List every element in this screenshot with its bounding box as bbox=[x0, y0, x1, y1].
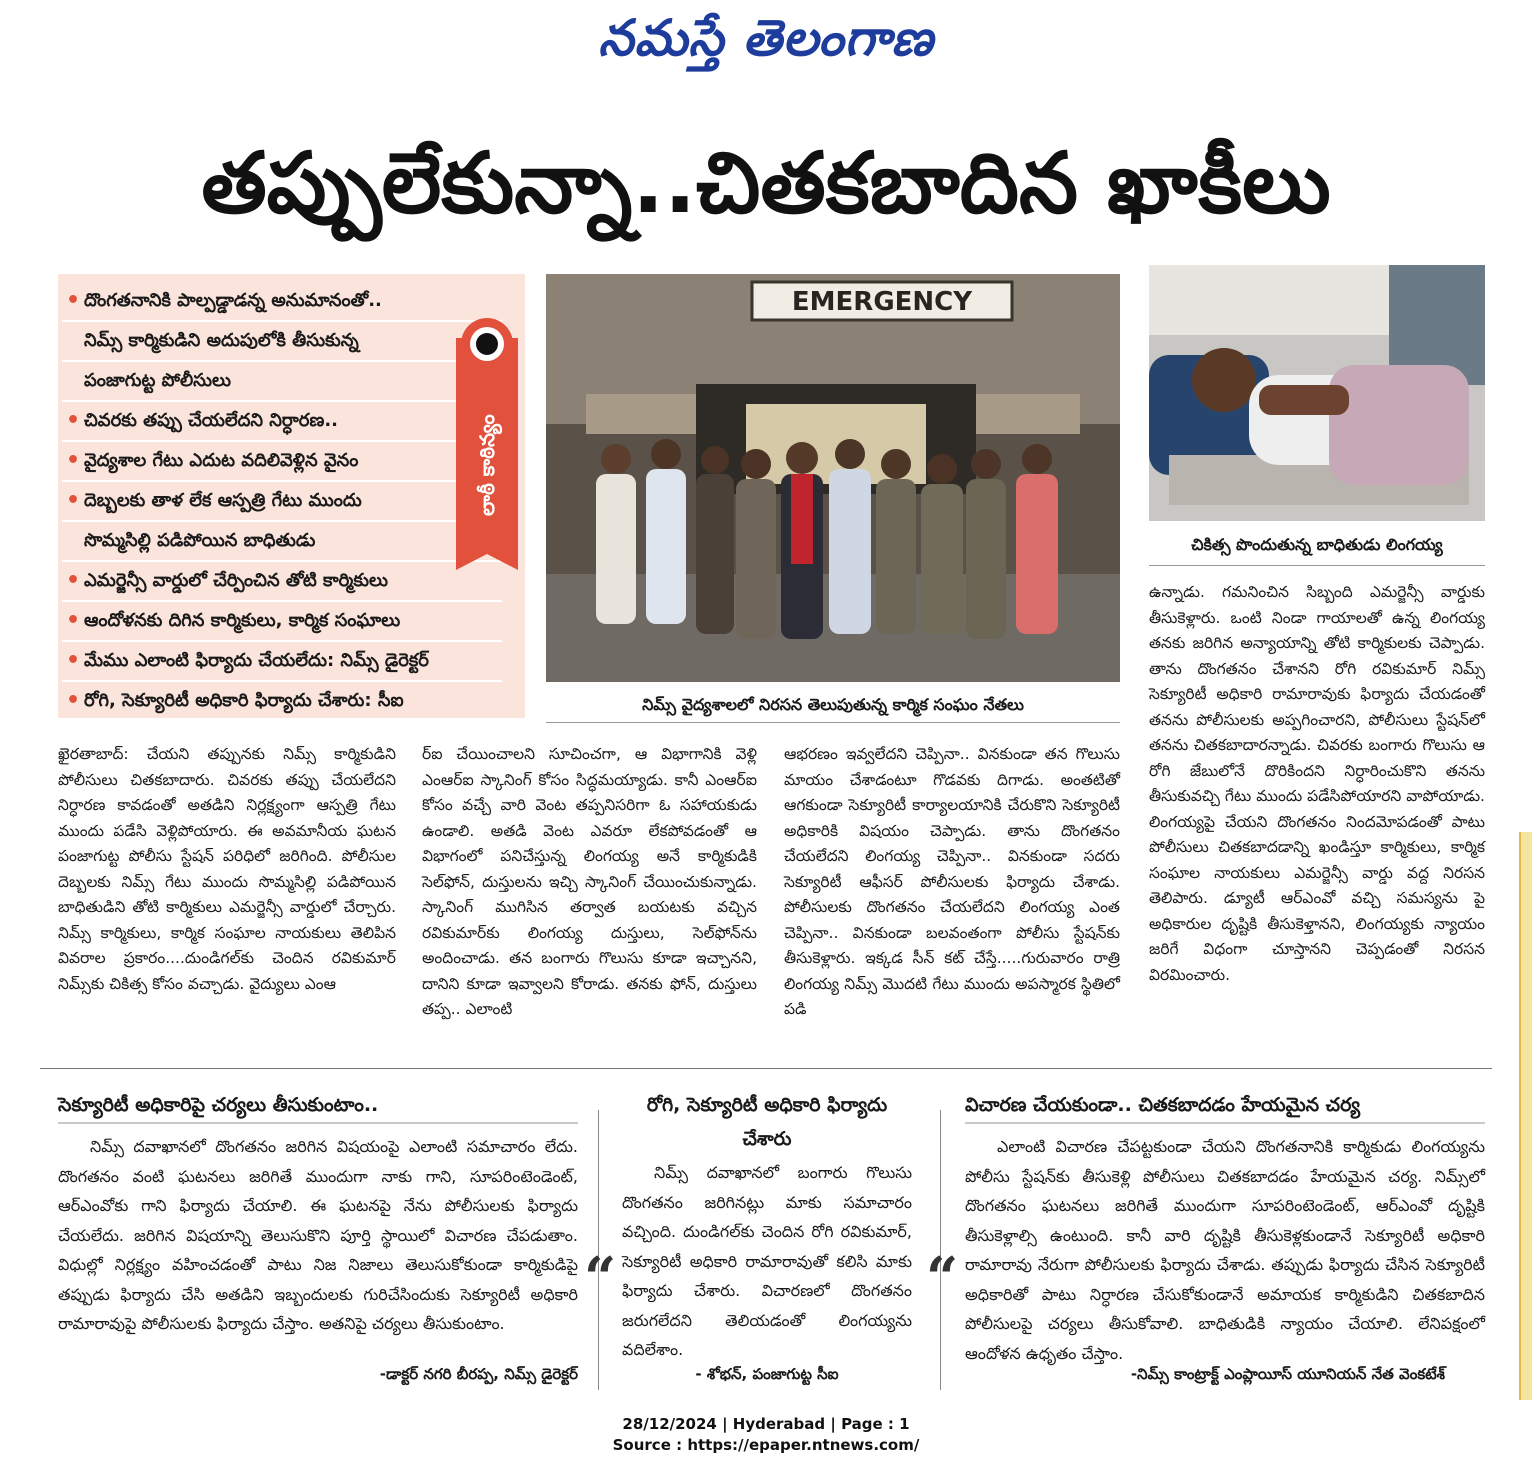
highlight-item: • మేము ఎలాంటి ఫిర్యాదు చేయలేదు: నిమ్స్ డైరెక్టర్ bbox=[62, 642, 502, 682]
highlights-list bbox=[62, 282, 502, 722]
caption-divider bbox=[546, 722, 1120, 723]
quote-signature-ci: - శోభన్, పంజాగుట్ట సీఐ bbox=[695, 1365, 839, 1383]
footer-source-link[interactable]: Source : https://epaper.ntnews.com/ bbox=[612, 1436, 920, 1454]
quote-signature-director: -డాక్టర్ నగరి బీరప్ప, నిమ్స్ డైరెక్టర్ bbox=[379, 1365, 578, 1383]
highlight-item: • ఆందోళనకు దిగిన కార్మికులు, కార్మిక సంఘాలు bbox=[62, 602, 502, 642]
masthead-logo: నమస్తే తెలంగాణ bbox=[598, 8, 934, 67]
patient-photo-caption: చికిత్స పొందుతున్న బాధితుడు లింగయ్య bbox=[1191, 535, 1443, 554]
highlight-item: నిమ్స్ కార్మికుడిని అదుపులోకి తీసుకున్న bbox=[62, 322, 502, 362]
article-column-2: ర్‌ఐ చేయించాలని సూచించగా, ఆ విభాగానికి వెళ్లి ఎంఆర్‌ఐ స్కానింగ్ కోసం సిద్ధమయ్యాడు. కానీ ఎంఆర్‌ఐ కోసం వచ్చే వారి వెంట తప్పనిసరిగా ఓ సహాయకుడు ఉండాలి. అతడి వెంట ఎవరూ లేకపోవడంతో ఆ విభాగంలో పనిచేస్తున్న లింగయ్య అనే కార్మికుడికి సెల్‌ఫోన్, దుస్తులను ఇచ్చి స్కానింగ్ చేయించుకున్నాడు. స్కానింగ్ ముగిసిన తర్వాత బయటకు వచ్చిన రవికుమార్‌కు లింగయ్య దుస్తులు, సెల్‌ఫోన్‌ను అందించాడు. తన బంగారు గొలుసు కూడా ఇచ్చానని, దానిని కూడా ఇవ్వాలని కోరాడు. తనకు ఫోన్, దుస్తులు తప్ప.. ఎలాంటి bbox=[422, 745, 757, 1018]
protest-photo bbox=[546, 274, 1120, 682]
section-divider bbox=[40, 1068, 1492, 1069]
patient-photo bbox=[1149, 265, 1485, 521]
quote-text-director: నిమ్స్ దవాఖానలో దొంగతనం జరిగిన విషయంపై ఎలాంటి సమాచారం లేదు. దొంగతనం వంటి ఘటనలు జరిగితే ముందుగా నాకు గాని, సూపరింటెండెంట్, ఆర్‌ఎంవోకు గాని ఫిర్యాదు చేయాలి. ఈ ఘటనపై నేను పోలీసులకు ఫిర్యాదు చేయలేదు. జరిగిన విషయాన్ని తెలుసుకొని పూర్తి స్థాయిలో విచారణ చేపడుతాం. విధుల్లో నిర్లక్ష్యం వహించడంతో పాటు నిజ నిజాలు తెలుసుకోకుండా కార్మికుడిపై తప్పుడు ఫిర్యాదు చేసి అతడిని ఇబ్బందులకు గురిచేసిందుకు సెక్యూరిటీ అధికారి రామారావుపై పోలీసులకు ఫిర్యాదు చేస్తాం. అతనిపై చర్యలు తీసుకుంటాం. bbox=[58, 1137, 578, 1333]
highlight-item: • ఎమర్జెన్సీ వార్డులో చేర్పించిన తోటి కార్మికులు bbox=[62, 562, 502, 602]
article-column-4: ఉన్నాడు. గమనించిన సిబ్బంది ఎమర్జెన్సీ వార్డుకు తీసుకెళ్లారు. ఒంటి నిండా గాయాలతో ఉన్న లింగయ్య తనకు జరిగిన అన్యాయాన్ని తోటి కార్మికులకు చెప్పాడు. తాను దొంగతనం చేశానని రోగి రవికుమార్ నిమ్స్ సెక్యూరిటీ అధికారి రామారావుకు ఫిర్యాదు చేయడంతో తనను పోలీసులకు అప్పగించారని, పోలీసులు స్టేషన్‌లో తనను చితకబాదారన్నాడు. చివరకు బంగారు గొలుసు ఆ రోగి జేబులోనే దొరికిందని నిర్ధారించుకొని తనను తీసుకువచ్చి గేటు ముందు పడేసిపోయారని వాపోయాడు. లింగయ్యపై చేయని దొంగతనం నిందమోపడంతో పాటు పోలీసులు చితకబాదడాన్ని ఖండిస్తూ కార్మికులు, కార్మిక సంఘాల నాయకులు ఎమర్జెన్సీ వార్డు వద్ద నిరసన తెలిపారు. డ్యూటీ ఆర్‌ఎంవో వచ్చి సమస్యను పై అధికారుల దృష్టికి తీసుకెళ్తానని, లింగయ్యకు న్యాయం జరిగే విధంగా చూస్తానని చెప్పడంతో నిరసన విరమించారు. bbox=[1149, 583, 1485, 984]
highlight-item: పంజాగుట్ట పోలీసులు bbox=[62, 362, 502, 402]
protest-photo-caption: నిమ్స్ వైద్యశాలలో నిరసన తెలుపుతున్న కార్మిక సంఘం నేతలు bbox=[642, 695, 1024, 714]
highlight-item: సొమ్మసిల్లి పడిపోయిన బాధితుడు bbox=[62, 522, 502, 562]
emergency-sign: EMERGENCY bbox=[791, 287, 973, 317]
caption-divider bbox=[1149, 565, 1485, 566]
highlight-item: • దెబ్బలకు తాళ లేక ఆస్పత్రి గేటు ముందు bbox=[62, 482, 502, 522]
article-column-1: ఖైరతాబాద్: చేయని తప్పునకు నిమ్స్ కార్మికుడిని పోలీసులు చితకబాదారు. చివరకు తప్పు చేయలేదని నిర్ధారణ కావడంతో అతడిని నిర్లక్ష్యంగా ఆస్పత్రి గేటు ముందు పడేసి వెళ్లిపోయారు. ఈ అవమానీయ ఘటన పంజాగుట్ట పోలీసు స్టేషన్ పరిధిలో జరిగింది. పోలీసుల దెబ్బలకు నిమ్స్ గేటు ముందు సొమ్మసిల్లి పడిపోయిన బాధితుడిని తోటి కార్మికులు ఎమర్జెన్సీ వార్డులో చేర్చారు. నిమ్స్ కార్మికులు, కార్మిక సంఘాల నాయకులు తెలిపిన వివరాల ప్రకారం....దుండిగల్‌కు చెందిన రవికుమార్ నిమ్స్‌కు చికిత్స కోసం వచ్చాడు. వైద్యులు ఎంఆ bbox=[58, 745, 396, 993]
highlight-item: • రోగి, సెక్యూరిటీ అధికారి ఫిర్యాదు చేశారు: సీఐ bbox=[62, 682, 502, 722]
quote-heading-ci: రోగి, సెక్యూరిటీ అధికారి ఫిర్యాదు చేశారు bbox=[646, 1094, 888, 1150]
quote-heading-director: సెక్యూరిటీ అధికారిపై చర్యలు తీసుకుంటాం.. bbox=[58, 1088, 578, 1124]
article-column-3: ఆభరణం ఇవ్వలేదని చెప్పినా.. వినకుండా తన గొలుసు మాయం చేశాడంటూ గొడవకు దిగాడు. అంతటితో ఆగకుండా సెక్యూరిటీ కార్యాలయానికి చేరుకొని సెక్యూరిటీ అధికారికి విషయం చెప్పాడు. తాను దొంగతనం చేయలేదని లింగయ్య చెప్పినా.. వినకుండా సదరు సెక్యూరిటీ ఆఫీసర్ పోలీసులకు ఫిర్యాదు చేశాడు. పోలీసులకు దొంగతనం చేయలేదని లింగయ్య ఎంత చెప్పినా.. వినకుండా బలవంతంగా పోలీసు స్టేషన్‌కు తీసుకెళ్లారు. ఇక్కడ సీన్ కట్ చేస్తే.....గురువారం రాత్రి లింగయ్య నిమ్స్ మొదటి గేటు ముందు అపస్మారక స్థితిలో పడి bbox=[784, 745, 1120, 1018]
highlight-item: • దొంగతనానికి పాల్పడ్డాడన్న అనుమానంతో.. bbox=[62, 282, 502, 322]
quote-mark-icon: “ bbox=[926, 1245, 959, 1311]
quote-text-union: ఎలాంటి విచారణ చేపట్టకుండా చేయని దొంగతనానికి కార్మికుడు లింగయ్యను పోలీసు స్టేషన్‌కు తీసుకెళ్లి పోలీసులు చితకబాదడం హేయమైన చర్య. నిమ్స్‌లో దొంగతనం ఘటనలు జరిగితే ముందుగా సూపరింటెండెంట్, ఆర్‌ఎంవో దృష్టికి తీసుకెళ్లాల్సి ఉంటుంది. కానీ వారి దృష్టికి తీసుకెళ్లకుండానే సెక్యూరిటీ అధికారి రామారావు నేరుగా పోలీసులకు ఫిర్యాదు చేశాడు. తప్పుడు ఫిర్యాదు చేసిన సెక్యూరిటీ అధికారితో పాటు నిర్ధారణ చేసుకోకుండానే అమాయక కార్మికుడిని చితకబాదిన పోలీసులపై చర్యలు తీసుకోవాలి. బాధితుడికి న్యాయం చేయాలి. లేనిపక్షంలో ఆందోళన ఉధృతం చేస్తాం. bbox=[965, 1137, 1485, 1363]
highlight-item: • చివరకు తప్పు చేయలేదని నిర్ధారణ.. bbox=[62, 402, 502, 442]
quote-mark-icon: “ bbox=[584, 1245, 617, 1311]
section-tag-label: లాఠీ కాఠిన్యం bbox=[475, 414, 499, 516]
quote-heading-union: విచారణ చేయకుండా.. చితకబాదడం హేయమైన చర్య bbox=[965, 1088, 1485, 1124]
page-edge-strip bbox=[1519, 832, 1532, 1400]
quote-text-ci: నిమ్స్ దవాఖానలో బంగారు గొలుసు దొంగతనం జరిగినట్లు మాకు సమాచారం వచ్చింది. దుండిగల్‌కు చెందిన రోగి రవికుమార్, సెక్యూరిటీ అధికారి రామారావుతో కలిసి మాకు ఫిర్యాదు చేశారు. విచారణలో దొంగతనం జరుగలేదని తెలియడంతో లింగయ్యను వదిలేశాం. bbox=[622, 1163, 912, 1359]
headline: తప్పులేకున్నా..చితకబాదిన ఖాకీలు bbox=[201, 134, 1331, 232]
footer-date-line: 28/12/2024 | Hyderabad | Page : 1 bbox=[622, 1415, 910, 1433]
quote-signature-union: -నిమ్స్ కాంట్రాక్ట్ ఎంప్లాయీస్ యూనియన్ నేత వెంకటేశ్ bbox=[1130, 1365, 1445, 1383]
highlight-item: • వైద్యశాల గేటు ఎదుట వదిలివెళ్లిన వైనం bbox=[62, 442, 502, 482]
page-footer bbox=[0, 1414, 1532, 1456]
